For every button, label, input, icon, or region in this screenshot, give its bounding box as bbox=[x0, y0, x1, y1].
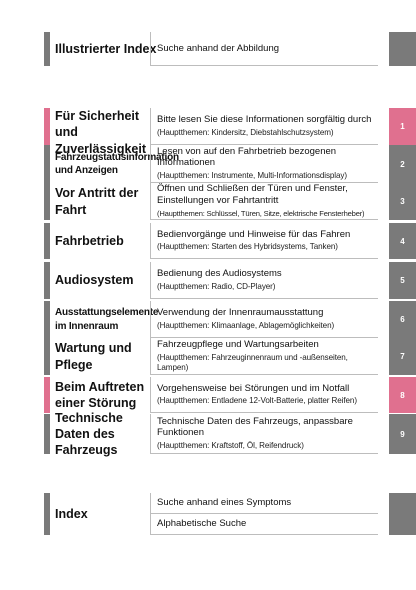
chapter-tab[interactable]: 5 bbox=[389, 262, 416, 299]
chapter-marker bbox=[44, 108, 50, 145]
chapter-tab[interactable]: 4 bbox=[389, 223, 416, 259]
chapter-main-text: Öffnen und Schließen der Türen und Fenster, Einstellungen vor Fahrtantritt bbox=[157, 183, 348, 207]
chapter-main-text: Technische Daten des Fahrzeugs, anpassbare Funktionen bbox=[157, 415, 353, 439]
chapter-marker bbox=[44, 145, 50, 183]
illustrated-index-desc-text: Suche anhand der Abbildung bbox=[157, 42, 280, 54]
chapter-tab[interactable]: 7 bbox=[389, 338, 416, 375]
chapter-row-9[interactable] bbox=[0, 410, 416, 458]
chapter-main-text: Verwendung der Innenraumausstattung bbox=[157, 307, 324, 318]
chapter-title: Für Sicherheit und Zuverlässigkeit bbox=[55, 109, 147, 156]
chapter-sub-text: (Hauptthemen: Starten des Hybridsystems, Tanken) bbox=[157, 242, 338, 252]
index-item-label: Alphabetische Suche bbox=[157, 518, 247, 530]
chapter-sub-text: (Hauptthemen: Instrumente, Multi-Informationsdisplay) bbox=[157, 171, 347, 181]
index-item-symptoms[interactable] bbox=[150, 493, 378, 514]
chapter-marker bbox=[44, 183, 50, 220]
index-section bbox=[0, 493, 416, 535]
chapter-main-text: Bedienung des Audiosystems bbox=[157, 268, 282, 279]
chapter-description[interactable] bbox=[150, 414, 378, 454]
chapter-tab[interactable]: 1 bbox=[389, 108, 416, 145]
chapter-title: Ausstattungselemente im Innenraum bbox=[55, 307, 159, 332]
chapter-sub-text: (Hauptthemen: Radio, CD-Player) bbox=[157, 281, 276, 291]
chapter-sub-text: (Hauptthemen: Schlüssel, Türen, Sitze, elektrische Fensterheber) bbox=[157, 209, 365, 219]
chapter-row-2[interactable] bbox=[0, 145, 416, 183]
chapter-title: Vor Antritt der Fahrt bbox=[55, 186, 139, 217]
chapter-title: Fahrbetrieb bbox=[55, 233, 124, 248]
chapter-row-4[interactable] bbox=[0, 223, 416, 259]
chapter-row-7[interactable] bbox=[0, 338, 416, 375]
chapter-marker bbox=[44, 414, 50, 454]
chapter-tab[interactable]: 6 bbox=[389, 301, 416, 338]
chapter-title: Beim Auftreten einer Störung bbox=[55, 379, 145, 410]
chapter-description[interactable] bbox=[150, 183, 378, 220]
chapter-description[interactable] bbox=[150, 145, 378, 183]
chapter-description[interactable] bbox=[150, 223, 378, 259]
chapter-main-text: Vorgehensweise bei Störungen und im Notfall bbox=[157, 382, 350, 394]
chapter-row-8[interactable] bbox=[0, 377, 416, 413]
chapter-main-text: Bedienvorgänge und Hinweise für das Fahren bbox=[157, 228, 351, 240]
chapter-main-text: Fahrzeugpflege und Wartungsarbeiten bbox=[157, 338, 319, 350]
chapter-tab[interactable]: 8 bbox=[389, 377, 416, 413]
chapter-row-5[interactable] bbox=[0, 262, 416, 299]
chapter-description[interactable] bbox=[150, 377, 378, 413]
illustrated-index-description[interactable] bbox=[150, 32, 378, 66]
chapter-description[interactable] bbox=[150, 301, 378, 338]
index-item-alphabetical[interactable] bbox=[150, 514, 378, 535]
section-marker bbox=[44, 32, 50, 66]
chapter-tab[interactable]: 2 bbox=[389, 145, 416, 183]
chapter-title: Fahrzeugstatusinformation und Anzeigen bbox=[55, 151, 179, 176]
chapter-row-3[interactable] bbox=[0, 183, 416, 220]
chapter-row-6[interactable] bbox=[0, 301, 416, 338]
chapter-marker bbox=[44, 377, 50, 413]
chapter-row-1[interactable] bbox=[0, 108, 416, 156]
chapter-marker bbox=[44, 223, 50, 259]
illustrated-index-section[interactable] bbox=[0, 32, 416, 66]
chapter-description[interactable] bbox=[150, 262, 378, 299]
chapter-description[interactable] bbox=[150, 338, 378, 375]
chapter-tab[interactable]: 9 bbox=[389, 414, 416, 454]
chapter-sub-text: (Hauptthemen: Fahrzeuginnenraum und -außenseiten, Lampen) bbox=[157, 352, 348, 372]
chapter-marker bbox=[44, 301, 50, 338]
chapter-description[interactable] bbox=[150, 108, 378, 145]
index-tab bbox=[389, 493, 416, 535]
chapter-sub-text: (Hauptthemen: Entladene 12-Volt-Batterie, platter Reifen) bbox=[157, 396, 357, 406]
chapter-sub-text: (Hauptthemen: Kraftstoff, Öl, Reifendruck) bbox=[157, 441, 304, 451]
chapter-title: Audiosystem bbox=[55, 273, 134, 288]
illustrated-index-tab bbox=[389, 32, 416, 66]
section-marker bbox=[44, 493, 50, 535]
chapter-sub-text: (Hauptthemen: Klimaanlage, Ablagemöglichkeiten) bbox=[157, 320, 335, 330]
chapter-sub-text: (Hauptthemen: Kindersitz, Diebstahlschutzsystem) bbox=[157, 127, 334, 137]
chapter-marker bbox=[44, 338, 50, 375]
index-title: Index bbox=[55, 506, 88, 521]
chapter-main-text: Bitte lesen Sie diese Informationen sorgfältig durch bbox=[157, 114, 372, 125]
chapter-title: Wartung und Pflege bbox=[55, 341, 132, 372]
index-item-label: Suche anhand eines Symptoms bbox=[157, 497, 292, 509]
illustrated-index-title: Illustrierter Index bbox=[55, 41, 157, 56]
chapter-tab[interactable]: 3 bbox=[389, 183, 416, 220]
chapter-main-text: Lesen von auf den Fahrbetrieb bezogenen Informationen bbox=[157, 145, 337, 169]
chapter-marker bbox=[44, 262, 50, 299]
chapter-title: Technische Daten des Fahrzeugs bbox=[55, 410, 123, 458]
